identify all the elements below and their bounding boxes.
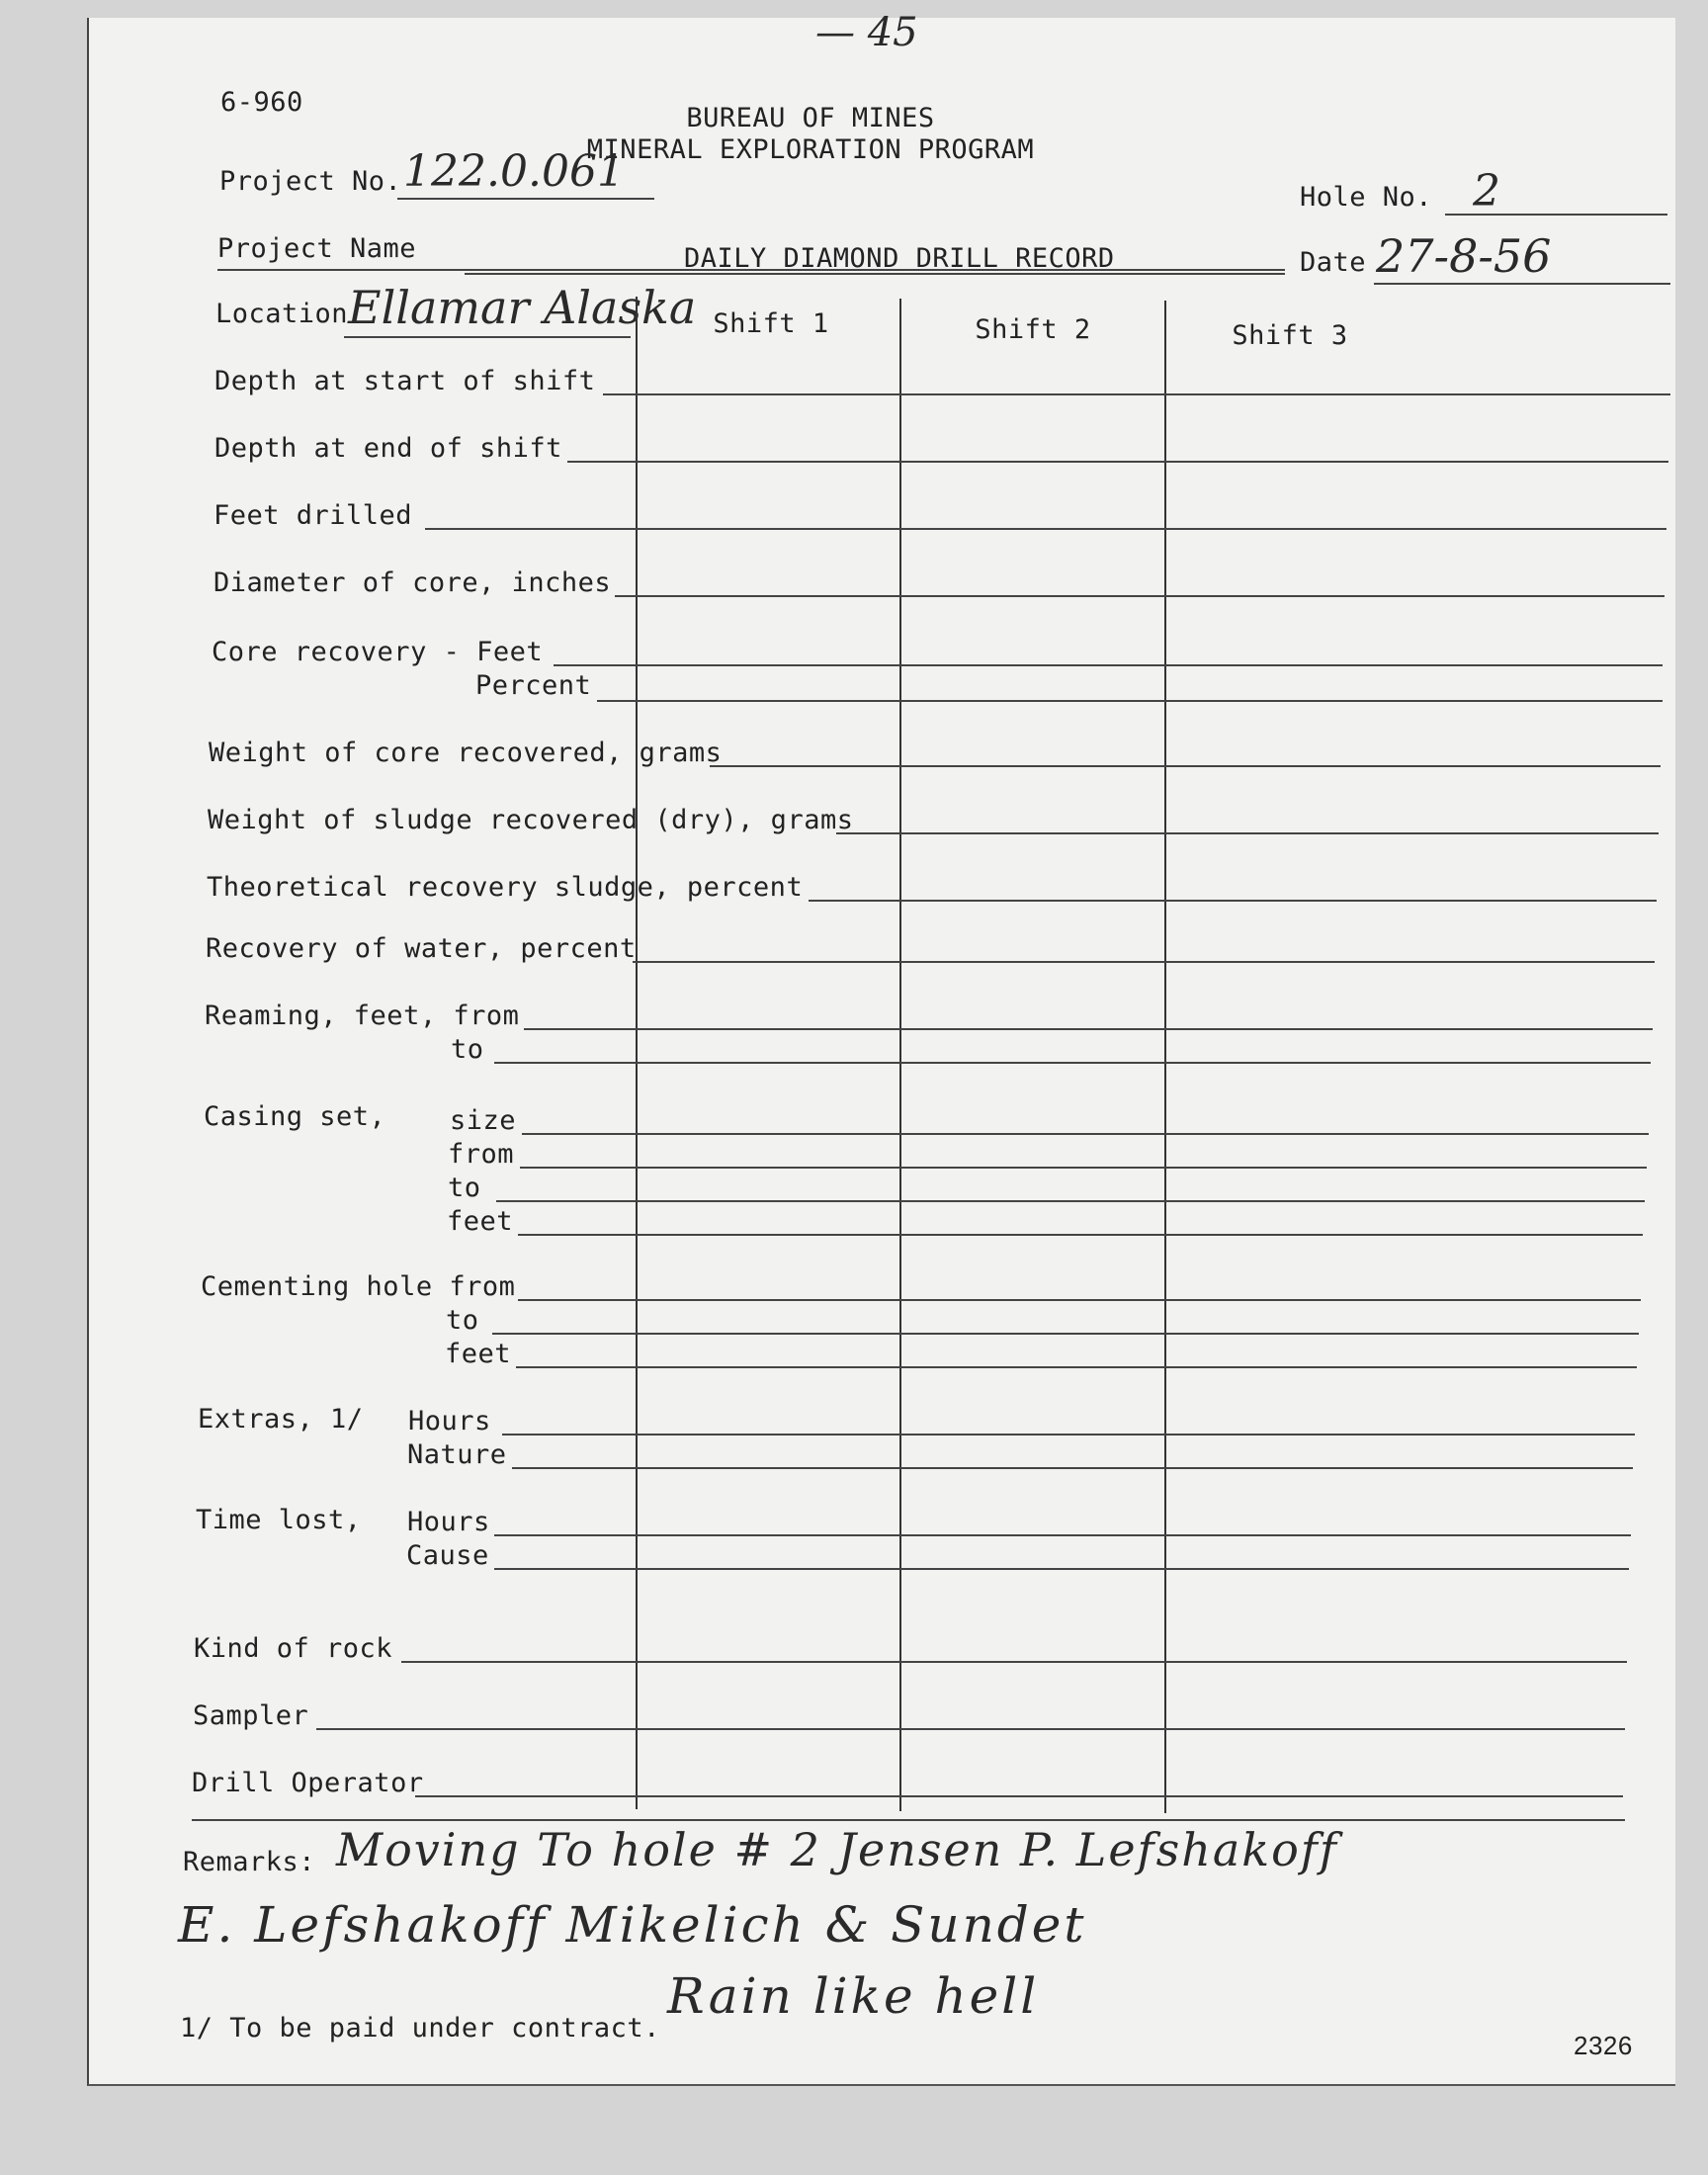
- hole-no-underline: [1445, 214, 1667, 216]
- row-depth-start: Depth at start of shift: [214, 366, 596, 396]
- line-time-hours: [494, 1534, 1631, 1536]
- form-title: DAILY DIAMOND DRILL RECORD: [684, 243, 1115, 274]
- line-extras-hours: [502, 1434, 1635, 1436]
- date-label: Date: [1300, 247, 1367, 278]
- row-sampler: Sampler: [193, 1700, 309, 1731]
- row-diameter: Diameter of core, inches: [214, 567, 612, 598]
- document-number: 2326: [1574, 2031, 1633, 2060]
- line-core-percent: [597, 700, 1663, 702]
- row-time-cause: Cause: [406, 1540, 489, 1571]
- line-depth-start: [603, 393, 1670, 395]
- shift-1-header: Shift 1: [713, 308, 829, 339]
- line-casing-size: [522, 1133, 1649, 1135]
- row-time-hours: Hours: [407, 1507, 490, 1537]
- column-line-2: [899, 299, 901, 1811]
- row-core-recovery: Core recovery - Feet: [212, 637, 544, 667]
- date-value: 27-8-56: [1376, 229, 1552, 283]
- remarks-label: Remarks:: [183, 1847, 316, 1877]
- line-time-cause: [494, 1568, 1629, 1570]
- line-weight-core: [710, 765, 1661, 767]
- row-weight-sludge: Weight of sludge recovered (dry), grams: [208, 805, 854, 835]
- remarks-line-3: Rain like hell: [667, 1967, 1040, 2025]
- row-casing-from: from: [448, 1139, 515, 1170]
- project-no-label: Project No.: [219, 166, 402, 197]
- line-feet-drilled: [425, 528, 1666, 530]
- column-line-1: [636, 297, 638, 1809]
- line-kind-rock: [401, 1661, 1627, 1663]
- row-cementing: Cementing hole from: [201, 1271, 516, 1302]
- line-cementing-to: [492, 1333, 1639, 1335]
- line-depth-end: [567, 461, 1668, 463]
- drill-record-form: [87, 10, 1675, 2086]
- line-casing-feet: [518, 1234, 1643, 1236]
- row-cementing-feet: feet: [445, 1339, 512, 1369]
- location-label: Location: [215, 299, 349, 329]
- row-theoretical: Theoretical recovery sludge, percent: [207, 872, 804, 903]
- date-underline: [1374, 283, 1670, 285]
- line-drill-operator: [415, 1795, 1623, 1797]
- project-no-value: 122.0.061: [403, 146, 625, 197]
- row-cementing-to: to: [446, 1305, 479, 1336]
- line-core-feet: [554, 664, 1663, 666]
- row-extras-hours: Hours: [408, 1406, 491, 1436]
- row-core-percent: Percent: [475, 670, 592, 701]
- line-reaming-from: [524, 1028, 1653, 1030]
- handwritten-page-number: — 45: [815, 10, 918, 55]
- hole-no-label: Hole No.: [1300, 182, 1433, 213]
- hole-no-value: 2: [1473, 166, 1500, 217]
- line-sampler: [316, 1728, 1625, 1730]
- line-extras-nature: [512, 1467, 1633, 1469]
- row-kind-rock: Kind of rock: [194, 1633, 393, 1664]
- line-casing-from: [520, 1167, 1647, 1169]
- project-name-underline: [217, 269, 1285, 271]
- row-extras-nature: Nature: [407, 1439, 507, 1470]
- line-theoretical: [809, 900, 1657, 902]
- shift-2-header: Shift 2: [975, 314, 1091, 345]
- row-water: Recovery of water, percent: [206, 933, 637, 964]
- project-no-underline: [397, 198, 654, 200]
- remarks-line-2: E. Lefshakoff Mikelich & Sundet: [178, 1896, 1087, 1954]
- line-reaming-to: [494, 1062, 1651, 1064]
- line-table-bottom: [192, 1819, 1625, 1821]
- line-cementing-feet: [516, 1366, 1637, 1368]
- line-water: [633, 961, 1655, 963]
- shift-3-header: Shift 3: [1232, 320, 1348, 351]
- line-diameter: [615, 595, 1665, 597]
- location-value: Ellamar Alaska: [348, 281, 697, 334]
- row-reaming-to: to: [451, 1034, 484, 1065]
- agency-heading: BUREAU OF MINES: [686, 103, 935, 133]
- row-feet-drilled: Feet drilled: [214, 500, 413, 531]
- form-number: 6-960: [220, 87, 303, 118]
- program-heading: MINERAL EXPLORATION PROGRAM: [586, 134, 1035, 165]
- location-underline: [344, 336, 631, 338]
- line-cementing-from: [518, 1299, 1641, 1301]
- row-extras: Extras, 1/: [198, 1404, 364, 1435]
- row-drill-operator: Drill Operator: [192, 1768, 424, 1798]
- remarks-line-1: Moving To hole # 2 Jensen P. Lefshakoff: [336, 1823, 1338, 1876]
- row-reaming: Reaming, feet, from: [205, 1000, 520, 1031]
- row-casing-size: size: [450, 1105, 517, 1136]
- footnote: 1/ To be paid under contract.: [180, 2013, 660, 2044]
- row-casing-to: to: [448, 1173, 481, 1203]
- row-casing: Casing set,: [204, 1101, 386, 1132]
- row-weight-core: Weight of core recovered, grams: [209, 738, 723, 768]
- line-weight-sludge: [836, 832, 1659, 834]
- row-time-lost: Time lost,: [196, 1505, 362, 1535]
- line-casing-to: [496, 1200, 1645, 1202]
- title-underline: [465, 273, 1285, 275]
- row-casing-feet: feet: [447, 1206, 514, 1237]
- row-depth-end: Depth at end of shift: [214, 433, 562, 464]
- project-name-label: Project Name: [217, 233, 417, 264]
